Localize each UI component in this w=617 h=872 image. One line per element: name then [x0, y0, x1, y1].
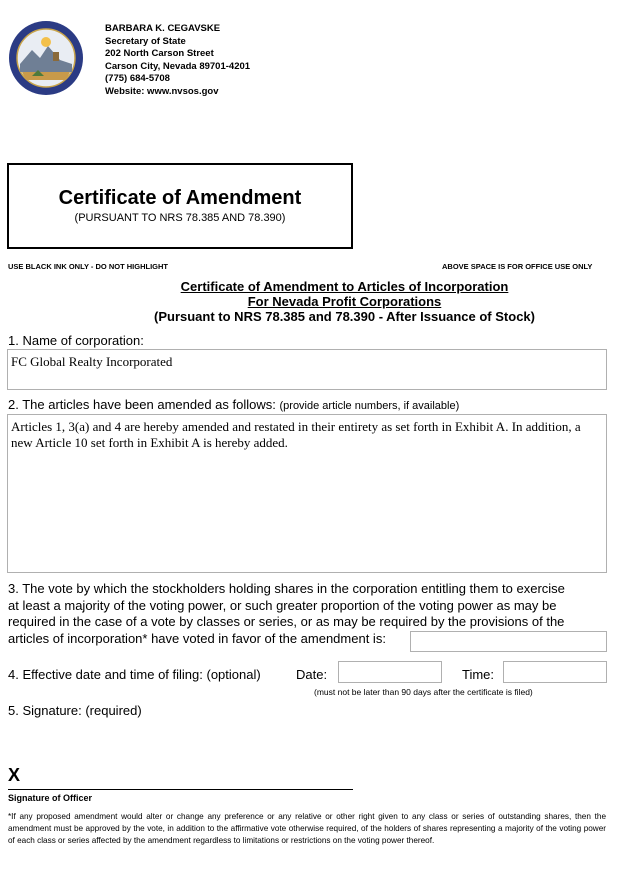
form-heading-line-2: For Nevada Profit Corporations — [247, 294, 442, 309]
form-heading-line-1: Certificate of Amendment to Articles of Incorporation — [180, 279, 509, 294]
date-label: Date: — [296, 667, 328, 682]
signature-label: 5. Signature: (required) — [8, 703, 142, 718]
date-field[interactable] — [338, 661, 442, 683]
vote-line-2: at least a majority of the voting power, or such greater proportion of the voting power as may be — [8, 597, 557, 613]
official-name: BARBARA K. CEGAVSKE — [105, 23, 221, 34]
date-limit-note: (must not be later than 90 days after the certificate is filed) — [314, 687, 533, 697]
corporation-name-field[interactable]: FC Global Realty Incorporated — [7, 349, 607, 390]
ink-instruction: USE BLACK INK ONLY - DO NOT HIGHLIGHT — [8, 262, 169, 271]
certificate-subtitle: (PURSUANT TO NRS 78.385 AND 78.390) — [74, 212, 286, 224]
nevada-state-seal-icon — [8, 20, 84, 96]
official-title: Secretary of State — [105, 35, 186, 47]
amendment-label — [8, 397, 459, 412]
office-use-note: ABOVE SPACE IS FOR OFFICE USE ONLY — [442, 262, 593, 271]
signature-caption: Signature of Officer — [8, 793, 93, 803]
address-line-1: 202 North Carson Street — [105, 48, 214, 60]
vote-result-field[interactable] — [410, 631, 607, 652]
office-address-block — [105, 23, 250, 99]
form-heading — [0, 279, 617, 324]
phone-number: (775) 684-5708 — [105, 73, 170, 85]
time-label: Time: — [462, 667, 495, 682]
time-field[interactable] — [503, 661, 607, 683]
address-line-2: Carson City, Nevada 89701-4201 — [105, 60, 251, 72]
amendment-label-text: 2. The articles have been amended as follows: — [8, 397, 276, 412]
certificate-title: Certificate of Amendment — [58, 187, 302, 209]
signature-mark: X — [8, 765, 21, 785]
amendment-sublabel: (provide article numbers, if available) — [279, 400, 460, 412]
effective-date-label: 4. Effective date and time of filing: (optional) — [8, 667, 261, 682]
signature-line[interactable] — [8, 789, 353, 790]
vote-line-1: 3. The vote by which the stockholders holding shares in the corporation entitling them to exercise — [8, 581, 565, 596]
corporation-name-label: 1. Name of corporation: — [8, 333, 144, 348]
certificate-title-box — [7, 163, 353, 249]
website: Website: www.nvsos.gov — [105, 85, 219, 97]
amendment-text-field[interactable]: Articles 1, 3(a) and 4 are hereby amended and restated in their entirety as set forth in Exhibit A. In addition, a new Article 10 set forth in Exhibit A is hereby added. — [7, 414, 607, 573]
form-heading-line-3: (Pursuant to NRS 78.385 and 78.390 - After Issuance of Stock) — [154, 309, 535, 324]
footnote: *If any proposed amendment would alter or change any preference or any relative or other right given to any class or series of outstanding shares, then the amendment must be approved by the vote, in addition to the affirmative vote otherwise required, of the holders of shares representing a majority of the voting power of each class or series affected by the amendment regardless to limitations or restrictions on the voting power thereof. — [8, 812, 606, 845]
vote-line-3: required in the case of a vote by classes or series, or as may be required by the provisions of the — [8, 614, 565, 629]
vote-line-4: articles of incorporation* have voted in favor of the amendment is: — [8, 630, 386, 646]
